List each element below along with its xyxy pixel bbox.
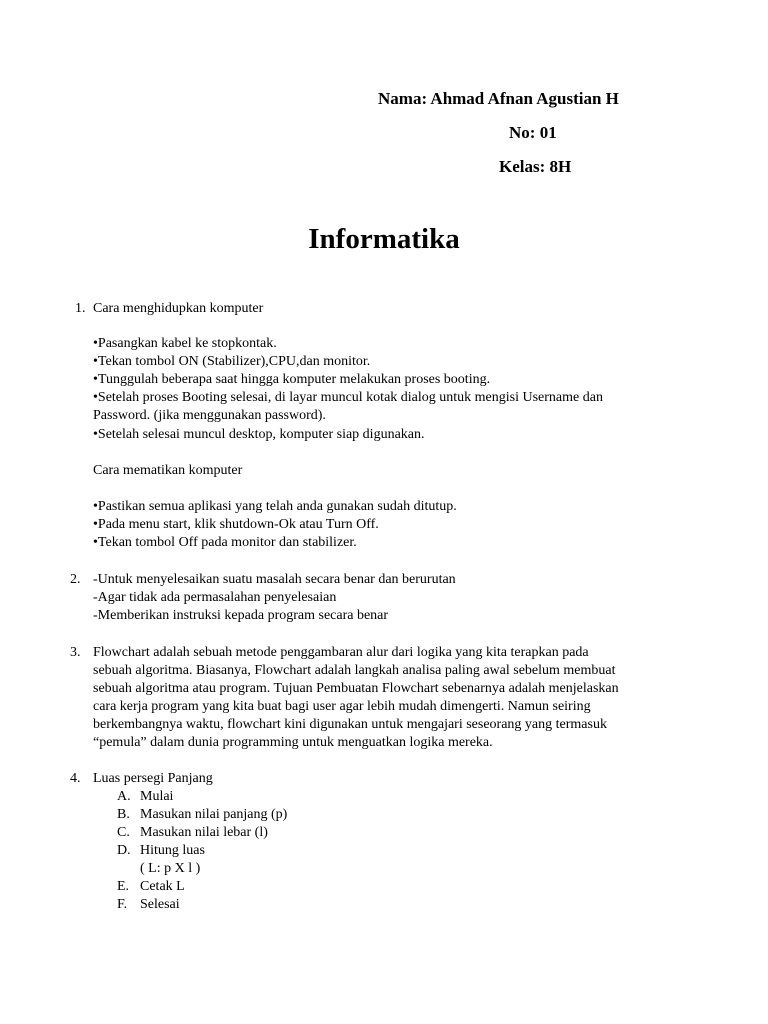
- list-item: •Setelah selesai muncul desktop, komputer siap digunakan.: [93, 427, 425, 442]
- paragraph-line: cara kerja program yang kita buat bagi user agar lebih mudah dimengerti. Namun seiring: [93, 699, 591, 714]
- list-item: Hitung luas: [140, 843, 205, 858]
- paragraph-line: “pemula” dalam dunia programming untuk menguatkan logika mereka.: [93, 735, 493, 750]
- list-letter: E.: [117, 879, 130, 894]
- list-item: •Tekan tombol Off pada monitor dan stabilizer.: [93, 535, 357, 550]
- section-heading: Luas persegi Panjang: [93, 771, 213, 786]
- list-item: •Tunggulah beberapa saat hingga komputer melakukan proses booting.: [93, 372, 491, 387]
- section-heading-turn-on: Cara menghidupkan komputer: [93, 301, 264, 316]
- list-item: Masukan nilai lebar (l): [140, 825, 268, 840]
- list-item: •Tekan tombol ON (Stabilizer),CPU,dan monitor.: [93, 354, 371, 369]
- student-class: Kelas: 8H: [499, 157, 572, 176]
- list-item: •Pastikan semua aplikasi yang telah anda gunakan sudah ditutup.: [93, 499, 457, 514]
- list-letter: C.: [117, 825, 130, 840]
- list-item: •Pada menu start, klik shutdown-Ok atau Turn Off.: [93, 517, 379, 532]
- paragraph-line: berkembangnya waktu, flowchart kini digunakan untuk mengajari seseorang yang termasuk: [93, 717, 607, 732]
- list-item: •Setelah proses Booting selesai, di layar muncul kotak dialog untuk mengisi Username dan: [93, 390, 603, 405]
- list-item: -Agar tidak ada permasalahan penyelesaian: [93, 590, 337, 605]
- paragraph-line: sebuah algoritma. Biasanya, Flowchart adalah langkah analisa paling awal sebelum membuat: [93, 663, 616, 678]
- question-number: 4.: [70, 771, 81, 786]
- student-name: Nama: Ahmad Afnan Agustian H: [378, 89, 619, 108]
- list-item: Cetak L: [140, 879, 185, 894]
- list-item: -Untuk menyelesaikan suatu masalah secara benar dan berurutan: [93, 572, 456, 587]
- page-title: Informatika: [308, 223, 460, 255]
- student-number: No: 01: [509, 123, 557, 142]
- question-number: 3.: [70, 645, 81, 660]
- list-item-continuation: Password. (jika menggunakan password).: [93, 408, 326, 423]
- list-item: •Pasangkan kabel ke stopkontak.: [93, 336, 277, 351]
- formula-line: ( L: p X l ): [140, 861, 201, 876]
- list-letter: B.: [117, 807, 130, 822]
- list-item: Mulai: [140, 789, 174, 804]
- list-item: Selesai: [140, 897, 180, 912]
- paragraph-line: Flowchart adalah sebuah metode penggambaran alur dari logika yang kita terapkan pada: [93, 645, 589, 660]
- question-number: 1.: [75, 301, 86, 316]
- list-letter: D.: [117, 843, 131, 858]
- list-letter: F.: [117, 897, 128, 912]
- list-letter: A.: [117, 789, 131, 804]
- list-item: Masukan nilai panjang (p): [140, 807, 288, 822]
- list-item: -Memberikan instruksi kepada program secara benar: [93, 608, 389, 623]
- paragraph-line: sebuah algoritma atau program. Tujuan Pembuatan Flowchart sebenarnya adalah menjelaskan: [93, 681, 619, 696]
- question-number: 2.: [70, 572, 81, 587]
- section-heading-turn-off: Cara mematikan komputer: [93, 463, 243, 478]
